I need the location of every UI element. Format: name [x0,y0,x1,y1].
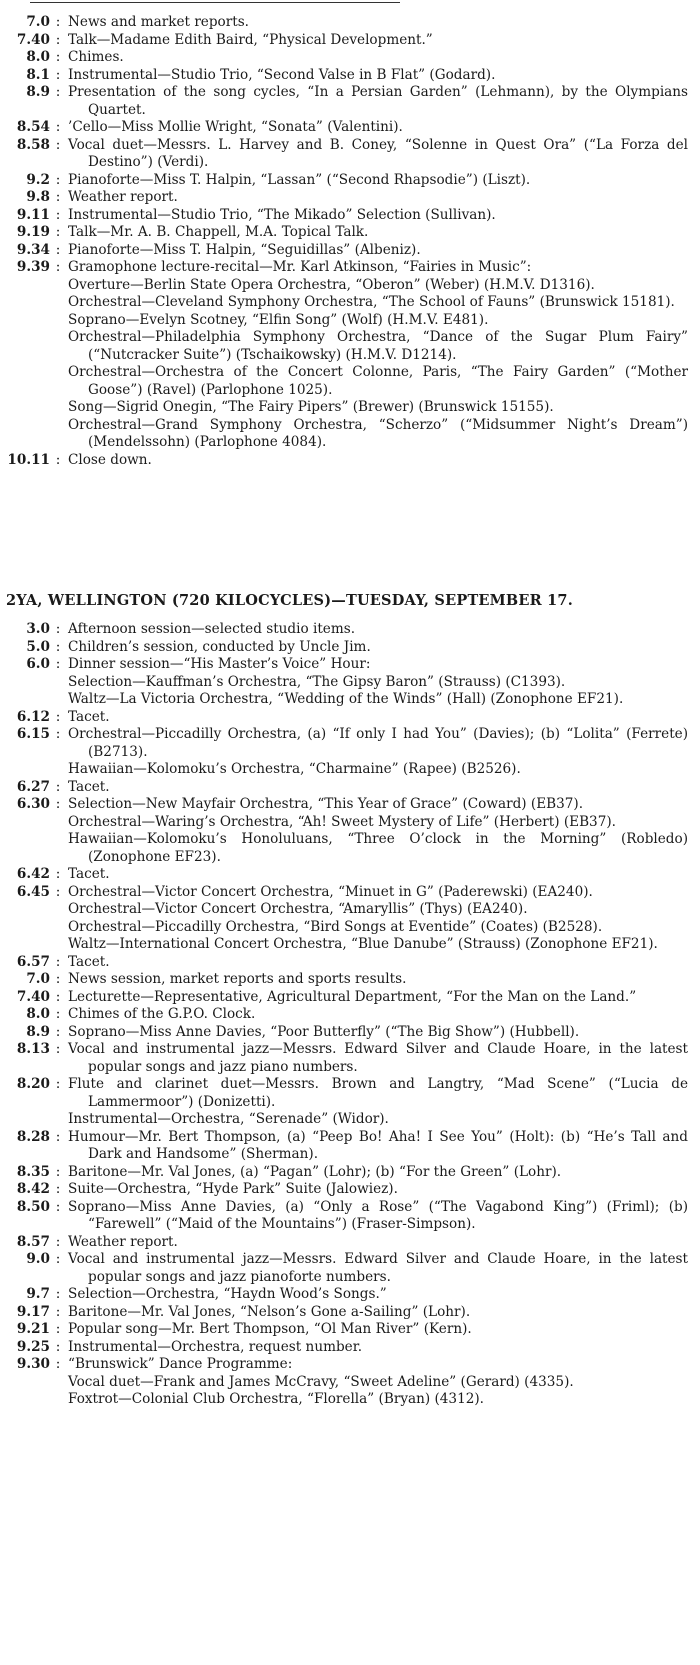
time-separator: : [55,241,61,258]
programme-entry [6,1129,688,1164]
entry-text: “Brunswick” Dance Programme: [68,1356,293,1372]
programme-entry [6,726,688,761]
entry-text: Soprano—Miss Anne Davies, “Poor Butterfly” (“The Big Show”) (Hubbell). [68,1023,580,1040]
entry-time: 8.57 [16,1233,50,1250]
time-separator: : [55,638,61,655]
entry-time: 9.30 [16,1356,50,1372]
programme-sub-item: Hawaiian—Kolomoku’s Orchestra, “Charmaine” (Rapee) (B2526). [68,761,521,777]
entry-text: Talk—Mr. A. B. Chappell, M.A. Topical Talk. [68,224,369,240]
programme-entry [6,242,688,260]
entry-text: Vocal and instrumental jazz—Messrs. Edward Silver and Claude Hoare, in the latest popular songs and jazz piano numbers. [68,1041,688,1075]
time-separator: : [55,1163,61,1180]
time-separator: : [55,119,61,135]
entry-time: 9.39 [16,259,50,275]
programme-entry [6,954,688,972]
time-separator: : [55,49,61,65]
entry-text: Soprano—Miss Anne Davies, (a) “Only a Rose” (“The Vagabond King”) (Friml); (b) “Farewell” (“Maid of the Mountains”) (Fraser-Simpson). [68,1198,688,1232]
programme-entry [6,137,688,172]
time-separator: : [55,726,61,742]
entry-time: 6.57 [16,953,50,970]
entry-text: Orchestral—Victor Concert Orchestra, “Minuet in G” (Paderewski) (EA240). [68,883,593,900]
time-separator: : [55,1128,61,1145]
time-separator: : [55,656,61,672]
programme-sub-item: Waltz—International Concert Orchestra, “Blue Danube” (Strauss) (Zonophone EF21). [68,936,658,952]
entry-time: 5.0 [26,638,50,655]
entry-time: 8.13 [16,1041,50,1057]
programme-sub-item: Orchestral—Victor Concert Orchestra, “Amaryllis” (Thys) (EA240). [68,901,528,917]
entry-time: 8.1 [26,66,50,83]
programme-entry [6,1251,688,1286]
programme-entry [6,1041,688,1076]
programme-entry [6,989,688,1007]
time-separator: : [55,451,61,468]
programme-entry [6,452,688,470]
entry-time: 9.2 [26,171,50,188]
programme-entry [6,621,688,639]
programme-entry [6,189,688,207]
entry-text: ’Cello—Miss Mollie Wright, “Sonata” (Valentini). [68,119,403,135]
time-separator: : [55,206,61,223]
programme-entry [6,1199,688,1234]
entry-text: Weather report. [68,189,178,205]
entry-text: Selection—Orchestra, “Haydn Wood’s Songs.” [68,1286,387,1302]
entry-text: Tacet. [68,778,110,795]
entry-time: 9.8 [26,189,50,205]
entry-time: 8.0 [26,49,50,65]
programme-entry [6,971,688,989]
time-separator: : [55,224,61,240]
programme-entry [6,119,688,137]
entry-time: 7.40 [16,988,50,1005]
entry-time: 9.17 [16,1303,50,1320]
entry-time: 8.54 [16,119,50,135]
entry-time: 8.20 [16,1076,50,1092]
programme-entry [6,1181,688,1199]
entry-time: 9.11 [16,206,50,223]
entry-time: 8.0 [26,1006,50,1022]
entry-text: Baritone—Mr. Val Jones, “Nelson’s Gone a-Sailing” (Lohr). [68,1303,471,1320]
programme-entry [6,14,688,32]
station-heading: 2YA, WELLINGTON (720 KILOCYCLES)—TUESDAY, SEPTEMBER 17. [6,592,573,609]
entry-text: Presentation of the song cycles, “In a Persian Garden” (Lehmann), by the Olympians Quartet. [68,84,688,118]
programme-entry [6,207,688,225]
programme-list-first [6,14,688,469]
programme-entry [6,1339,688,1357]
programme-entry [6,172,688,190]
time-separator: : [55,988,61,1005]
programme-entry [6,1076,688,1111]
entry-time: 7.0 [26,971,50,987]
entry-time: 9.7 [26,1286,50,1302]
programme-entry [6,1356,688,1374]
time-separator: : [55,1338,61,1355]
entry-text: Popular song—Mr. Bert Thompson, “Ol Man River” (Kern). [68,1321,472,1337]
programme-entry [6,84,688,119]
programme-entry [6,709,688,727]
programme-sub-item: Orchestral—Orchestra of the Concert Colonne, Paris, “The Fairy Garden” (“Mother Goose”) (Ravel) (Parlophone 1025). [68,364,688,398]
entry-time: 8.9 [26,84,50,100]
programme-sub-item: Selection—Kauffman’s Orchestra, “The Gipsy Baron” (Strauss) (C1393). [68,673,566,690]
entry-text: Tacet. [68,953,110,970]
entry-time: 9.21 [16,1321,50,1337]
time-separator: : [55,189,61,205]
time-separator: : [55,708,61,725]
time-separator: : [55,1076,61,1092]
programme-sub-item: Overture—Berlin State Opera Orchestra, “Oberon” (Weber) (H.M.V. D1316). [68,276,595,293]
entry-text: News and market reports. [68,14,249,30]
programme-entry [6,779,688,797]
time-separator: : [55,1006,61,1022]
entry-time: 8.50 [16,1198,50,1215]
entry-time: 7.0 [26,14,50,30]
entry-text: Dinner session—“His Master’s Voice” Hour: [68,656,371,672]
programme-entry [6,1234,688,1252]
entry-time: 9.25 [16,1338,50,1355]
entry-text: Chimes of the G.P.O. Clock. [68,1006,256,1022]
entry-time: 9.19 [16,224,50,240]
entry-text: Afternoon session—selected studio items. [68,621,356,637]
entry-text: Instrumental—Orchestra, request number. [68,1338,363,1355]
entry-text: Vocal and instrumental jazz—Messrs. Edward Silver and Claude Hoare, in the latest popular songs and jazz pianoforte numbers. [68,1251,688,1285]
programme-sub-item: Soprano—Evelyn Scotney, “Elfin Song” (Wolf) (H.M.V. E481). [68,311,489,328]
entry-time: 6.42 [16,866,50,882]
entry-text: Talk—Madame Edith Baird, “Physical Development.” [68,31,433,48]
time-separator: : [55,1321,61,1337]
time-separator: : [55,1041,61,1057]
entry-text: Instrumental—Studio Trio, “The Mikado” Selection (Sullivan). [68,206,496,223]
time-separator: : [55,1198,61,1215]
programme-list-2ya [6,621,688,1409]
programme-sub-item: Instrumental—Orchestra, “Serenade” (Widor). [68,1111,389,1127]
programme-entry [6,32,688,50]
entry-text: Children’s session, conducted by Uncle Jim. [68,638,371,655]
entry-text: Close down. [68,451,152,468]
time-separator: : [55,1181,61,1197]
entry-text: Flute and clarinet duet—Messrs. Brown and Langtry, “Mad Scene” (“Lucia de Lammermoor”) (Donizetti). [68,1076,688,1110]
entry-time: 8.9 [26,1023,50,1040]
programme-sub-item: Vocal duet—Frank and James McCravy, “Sweet Adeline” (Gerard) (4335). [68,1373,574,1390]
time-separator: : [55,883,61,900]
programme-entry [6,1286,688,1304]
entry-text: Instrumental—Studio Trio, “Second Valse in B Flat” (Godard). [68,66,496,83]
entry-time: 6.27 [16,778,50,795]
entry-text: Weather report. [68,1233,178,1250]
time-separator: : [55,171,61,188]
time-separator: : [55,1356,61,1372]
entry-text: News session, market reports and sports results. [68,971,407,987]
programme-sub-item: Song—Sigrid Onegin, “The Fairy Pipers” (Brewer) (Brunswick 15155). [68,399,554,415]
time-separator: : [55,66,61,83]
programme-entry [6,1321,688,1339]
programme-entry [6,1304,688,1322]
entry-text: Vocal duet—Messrs. L. Harvey and B. Coney, “Solenne in Quest Ora” (“La Forza del Destino”) (Verdi). [68,136,688,170]
time-separator: : [55,84,61,100]
entry-text: Pianoforte—Miss T. Halpin, “Seguidillas” (Albeniz). [68,241,421,258]
time-separator: : [55,1251,61,1267]
entry-text: Suite—Orchestra, “Hyde Park” Suite (Jalowiez). [68,1181,398,1197]
entry-text: Tacet. [68,866,110,882]
entry-text: Tacet. [68,708,110,725]
programme-entry [6,1164,688,1182]
time-separator: : [55,31,61,48]
programme-entry [6,796,688,814]
entry-text: Orchestral—Piccadilly Orchestra, (a) “If only I had You” (Davies); (b) “Lolita” (Ferrete) (B2713). [68,726,688,760]
time-separator: : [55,1023,61,1040]
entry-time: 8.28 [16,1128,50,1145]
entry-time: 7.40 [16,31,50,48]
entry-time: 9.0 [26,1251,50,1267]
time-separator: : [55,953,61,970]
time-separator: : [55,136,61,153]
entry-time: 6.30 [16,796,50,812]
entry-text: Pianoforte—Miss T. Halpin, “Lassan” (“Second Rhapsodie”) (Liszt). [68,171,531,188]
entry-time: 8.58 [16,136,50,153]
entry-text: Baritone—Mr. Val Jones, (a) “Pagan” (Lohr); (b) “For the Green” (Lohr). [68,1163,562,1180]
entry-time: 8.42 [16,1181,50,1197]
programme-entry [6,1006,688,1024]
entry-time: 6.12 [16,708,50,725]
time-separator: : [55,14,61,30]
time-separator: : [55,796,61,812]
entry-text: Humour—Mr. Bert Thompson, (a) “Peep Bo! Aha! I See You” (Holt): (b) “He’s Tall and Dark and Handsome” (Sherman). [68,1128,688,1162]
programme-sub-item: Orchestral—Waring’s Orchestra, “Ah! Sweet Mystery of Life” (Herbert) (EB37). [68,813,616,830]
programme-sub-item: Foxtrot—Colonial Club Orchestra, “Florella” (Bryan) (4312). [68,1391,485,1407]
programme-entry [6,866,688,884]
entry-text: Chimes. [68,49,124,65]
entry-text: Gramophone lecture-recital—Mr. Karl Atkinson, “Fairies in Music”: [68,259,532,275]
programme-sub-item: Hawaiian—Kolomoku’s Honoluluans, “Three O’clock in the Morning” (Robledo) (Zonophone EF23). [68,831,688,865]
entry-time: 6.45 [16,883,50,900]
programme-sub-item: Orchestral—Philadelphia Symphony Orchestra, “Dance of the Sugar Plum Fairy” (“Nutcracker Suite”) (Tschaikowsky) (H.M.V. D1214). [68,329,688,363]
programme-entry [6,224,688,242]
programme-entry [6,67,688,85]
programme-entry [6,884,688,902]
programme-sub-item: Orchestral—Piccadilly Orchestra, “Bird Songs at Eventide” (Coates) (B2528). [68,918,603,935]
programme-entry [6,49,688,67]
time-separator: : [55,866,61,882]
time-separator: : [55,1303,61,1320]
entry-time: 3.0 [26,621,50,637]
programme-entry [6,656,688,674]
time-separator: : [55,971,61,987]
programme-sub-item: Waltz—La Victoria Orchestra, “Wedding of the Winds” (Hall) (Zonophone EF21). [68,691,624,707]
time-separator: : [55,1233,61,1250]
programme-sub-item: Orchestral—Grand Symphony Orchestra, “Scherzo” (“Midsummer Night’s Dream”) (Mendelssohn) (Parlophone 4084). [68,416,688,450]
time-separator: : [55,621,61,637]
entry-time: 10.11 [7,451,50,468]
entry-time: 8.35 [16,1163,50,1180]
entry-text: Lecturette—Representative, Agricultural Department, “For the Man on the Land.” [68,988,637,1005]
time-separator: : [55,778,61,795]
time-separator: : [55,259,61,275]
programme-entry [6,1024,688,1042]
programme-entry [6,639,688,657]
time-separator: : [55,1286,61,1302]
entry-time: 9.34 [16,241,50,258]
programme-sub-item: Orchestral—Cleveland Symphony Orchestra, “The School of Fauns” (Brunswick 15181). [68,294,675,310]
entry-time: 6.0 [26,656,50,672]
entry-time: 6.15 [16,726,50,742]
programme-entry [6,259,688,277]
top-rule [30,2,400,3]
entry-text: Selection—New Mayfair Orchestra, “This Year of Grace” (Coward) (EB37). [68,796,584,812]
